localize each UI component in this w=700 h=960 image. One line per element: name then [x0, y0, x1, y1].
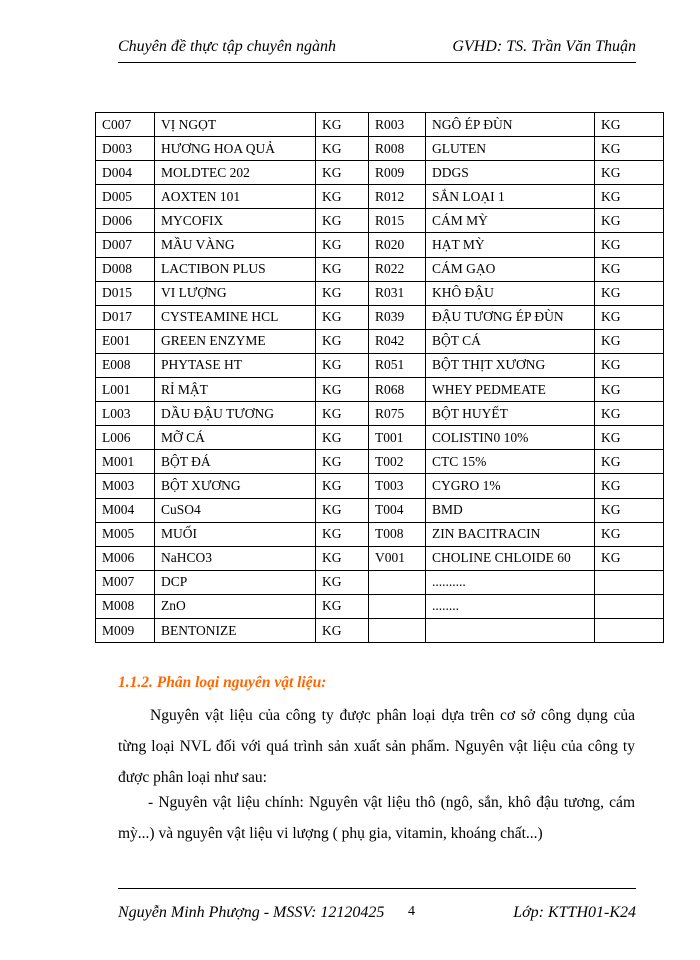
material-code-cell: R051	[369, 353, 426, 377]
table-row	[96, 594, 664, 618]
material-code-cell: M005	[96, 522, 155, 546]
material-code-cell: R068	[369, 378, 426, 402]
material-unit-cell: KG	[595, 546, 664, 570]
material-code-cell: D004	[96, 161, 155, 185]
material-code-cell: D003	[96, 137, 155, 161]
material-name-cell: CYGRO 1%	[426, 474, 595, 498]
material-code-cell: T001	[369, 426, 426, 450]
material-unit-cell: KG	[595, 329, 664, 353]
material-unit-cell: KG	[316, 402, 369, 426]
material-name-cell: CTC 15%	[426, 450, 595, 474]
table-row	[96, 209, 664, 233]
footer-class: Lớp: KTTH01-K24	[513, 904, 636, 921]
material-unit-cell: KG	[595, 498, 664, 522]
material-unit-cell: KG	[316, 185, 369, 209]
material-code-cell: R042	[369, 329, 426, 353]
table-row	[96, 305, 664, 329]
material-name-cell: COLISTIN0 10%	[426, 426, 595, 450]
material-code-cell: T003	[369, 474, 426, 498]
material-unit-cell: KG	[595, 305, 664, 329]
material-unit-cell	[595, 594, 664, 618]
material-name-cell: BỘT HUYẾT	[426, 402, 595, 426]
materials-table	[95, 112, 664, 643]
material-code-cell: R022	[369, 257, 426, 281]
material-unit-cell: KG	[316, 257, 369, 281]
material-unit-cell: KG	[316, 113, 369, 137]
material-code-cell: R031	[369, 281, 426, 305]
material-name-cell: DDGS	[426, 161, 595, 185]
material-name-cell: VỊ NGỌT	[155, 113, 316, 137]
material-code-cell: M009	[96, 618, 155, 642]
material-code-cell	[369, 594, 426, 618]
material-code-cell: L006	[96, 426, 155, 450]
material-name-cell	[426, 618, 595, 642]
material-name-cell: MOLDTEC 202	[155, 161, 316, 185]
material-code-cell: D005	[96, 185, 155, 209]
material-name-cell: ZnO	[155, 594, 316, 618]
material-name-cell: MẦU VÀNG	[155, 233, 316, 257]
footer-author: Nguyễn Minh Phượng - MSSV: 12120425	[118, 904, 385, 921]
material-name-cell: GLUTEN	[426, 137, 595, 161]
material-name-cell: WHEY PEDMEATE	[426, 378, 595, 402]
material-name-cell: VI LƯỢNG	[155, 281, 316, 305]
table-row	[96, 522, 664, 546]
material-name-cell: CHOLINE CHLOIDE 60	[426, 546, 595, 570]
material-name-cell: CYSTEAMINE HCL	[155, 305, 316, 329]
material-name-cell: ĐẬU TƯƠNG ÉP ĐÙN	[426, 305, 595, 329]
material-code-cell: C007	[96, 113, 155, 137]
material-code-cell: R003	[369, 113, 426, 137]
material-unit-cell: KG	[316, 378, 369, 402]
material-unit-cell: KG	[316, 522, 369, 546]
material-name-cell: MUỐI	[155, 522, 316, 546]
header-supervisor: GVHD: TS. Trần Văn Thuận	[452, 38, 636, 55]
material-code-cell: T004	[369, 498, 426, 522]
material-code-cell: V001	[369, 546, 426, 570]
table-row	[96, 474, 664, 498]
material-code-cell: M003	[96, 474, 155, 498]
material-code-cell: M006	[96, 546, 155, 570]
material-code-cell	[369, 618, 426, 642]
table-row	[96, 546, 664, 570]
material-name-cell: MỠ CÁ	[155, 426, 316, 450]
material-name-cell: CÁM MỲ	[426, 209, 595, 233]
material-name-cell: RỈ MẬT	[155, 378, 316, 402]
table-row	[96, 137, 664, 161]
material-name-cell: SẮN LOẠI 1	[426, 185, 595, 209]
material-name-cell: DẦU ĐẬU TƯƠNG	[155, 402, 316, 426]
material-code-cell: M001	[96, 450, 155, 474]
material-code-cell: T002	[369, 450, 426, 474]
material-code-cell: L003	[96, 402, 155, 426]
material-unit-cell	[595, 570, 664, 594]
material-code-cell: R075	[369, 402, 426, 426]
material-name-cell: CÁM GẠO	[426, 257, 595, 281]
header-title: Chuyên đề thực tập chuyên ngành	[118, 38, 336, 55]
material-unit-cell: KG	[595, 474, 664, 498]
material-code-cell: R008	[369, 137, 426, 161]
material-unit-cell: KG	[595, 402, 664, 426]
table-row	[96, 353, 664, 377]
material-unit-cell: KG	[595, 233, 664, 257]
material-name-cell: HƯƠNG HOA QUẢ	[155, 137, 316, 161]
material-code-cell: E008	[96, 353, 155, 377]
material-unit-cell: KG	[595, 281, 664, 305]
material-name-cell: BỘT CÁ	[426, 329, 595, 353]
material-unit-cell: KG	[595, 450, 664, 474]
material-name-cell: MYCOFIX	[155, 209, 316, 233]
material-name-cell: ZIN BACITRACIN	[426, 522, 595, 546]
material-unit-cell: KG	[595, 378, 664, 402]
material-code-cell	[369, 570, 426, 594]
material-unit-cell: KG	[595, 257, 664, 281]
material-unit-cell: KG	[595, 113, 664, 137]
material-unit-cell: KG	[316, 474, 369, 498]
material-name-cell: AOXTEN 101	[155, 185, 316, 209]
material-code-cell: M008	[96, 594, 155, 618]
table-row	[96, 570, 664, 594]
table-row	[96, 426, 664, 450]
table-row	[96, 329, 664, 353]
material-name-cell: DCP	[155, 570, 316, 594]
material-name-cell: ..........	[426, 570, 595, 594]
material-unit-cell: KG	[316, 161, 369, 185]
material-name-cell: CuSO4	[155, 498, 316, 522]
material-name-cell: ........	[426, 594, 595, 618]
material-code-cell: T008	[369, 522, 426, 546]
material-unit-cell: KG	[316, 209, 369, 233]
material-unit-cell: KG	[316, 426, 369, 450]
table-row	[96, 233, 664, 257]
material-unit-cell: KG	[595, 353, 664, 377]
material-name-cell: BỘT ĐÁ	[155, 450, 316, 474]
material-code-cell: R009	[369, 161, 426, 185]
material-unit-cell: KG	[316, 570, 369, 594]
table-row	[96, 378, 664, 402]
material-name-cell: KHÔ ĐẬU	[426, 281, 595, 305]
material-unit-cell: KG	[316, 498, 369, 522]
material-code-cell: R039	[369, 305, 426, 329]
material-unit-cell: KG	[316, 329, 369, 353]
material-unit-cell: KG	[316, 594, 369, 618]
material-name-cell: BỘT THỊT XƯƠNG	[426, 353, 595, 377]
material-code-cell: M004	[96, 498, 155, 522]
material-unit-cell: KG	[316, 281, 369, 305]
material-unit-cell: KG	[316, 233, 369, 257]
material-name-cell: NaHCO3	[155, 546, 316, 570]
table-row	[96, 113, 664, 137]
material-code-cell: R015	[369, 209, 426, 233]
material-code-cell: D007	[96, 233, 155, 257]
section-paragraph-1: Nguyên vật liệu của công ty được phân loại dựa trên cơ sở công dụng của từng loại NVL đối với quá trình sản xuất sản phẩm. Nguyên vật liệu của công ty được phân loại như sau:	[118, 707, 635, 786]
material-unit-cell: KG	[316, 546, 369, 570]
material-code-cell: R020	[369, 233, 426, 257]
material-unit-cell: KG	[316, 618, 369, 642]
page-header	[118, 38, 636, 63]
material-code-cell: E001	[96, 329, 155, 353]
material-unit-cell: KG	[595, 137, 664, 161]
material-unit-cell: KG	[595, 522, 664, 546]
material-unit-cell: KG	[595, 185, 664, 209]
table-row	[96, 498, 664, 522]
material-code-cell: D015	[96, 281, 155, 305]
material-code-cell: D017	[96, 305, 155, 329]
material-unit-cell: KG	[316, 353, 369, 377]
material-name-cell: LACTIBON PLUS	[155, 257, 316, 281]
material-name-cell: PHYTASE HT	[155, 353, 316, 377]
table-row	[96, 281, 664, 305]
material-name-cell: BỘT XƯƠNG	[155, 474, 316, 498]
material-unit-cell: KG	[316, 450, 369, 474]
material-name-cell: NGÔ ÉP ĐÙN	[426, 113, 595, 137]
material-name-cell: GREEN ENZYME	[155, 329, 316, 353]
material-name-cell: HẠT MỲ	[426, 233, 595, 257]
material-code-cell: L001	[96, 378, 155, 402]
material-code-cell: M007	[96, 570, 155, 594]
material-unit-cell: KG	[595, 209, 664, 233]
material-name-cell: BMD	[426, 498, 595, 522]
material-unit-cell: KG	[316, 137, 369, 161]
page-footer	[118, 888, 636, 929]
table-row	[96, 402, 664, 426]
material-unit-cell: KG	[595, 161, 664, 185]
section-paragraph-2: - Nguyên vật liệu chính: Nguyên vật liệu thô (ngô, sắn, khô đậu tương, cám mỳ...) và nguyên vật liệu vi lượng ( phụ gia, vitamin, khoáng chất...)	[118, 794, 635, 842]
table-row	[96, 257, 664, 281]
table-row	[96, 450, 664, 474]
material-code-cell: R012	[369, 185, 426, 209]
material-code-cell: D008	[96, 257, 155, 281]
material-unit-cell	[595, 618, 664, 642]
material-unit-cell: KG	[316, 305, 369, 329]
material-unit-cell: KG	[595, 426, 664, 450]
table-row	[96, 618, 664, 642]
material-name-cell: BENTONIZE	[155, 618, 316, 642]
page-number: 4	[408, 904, 415, 919]
table-row	[96, 161, 664, 185]
section-title: 1.1.2. Phân loại nguyên vật liệu:	[118, 674, 327, 691]
material-code-cell: D006	[96, 209, 155, 233]
table-row	[96, 185, 664, 209]
